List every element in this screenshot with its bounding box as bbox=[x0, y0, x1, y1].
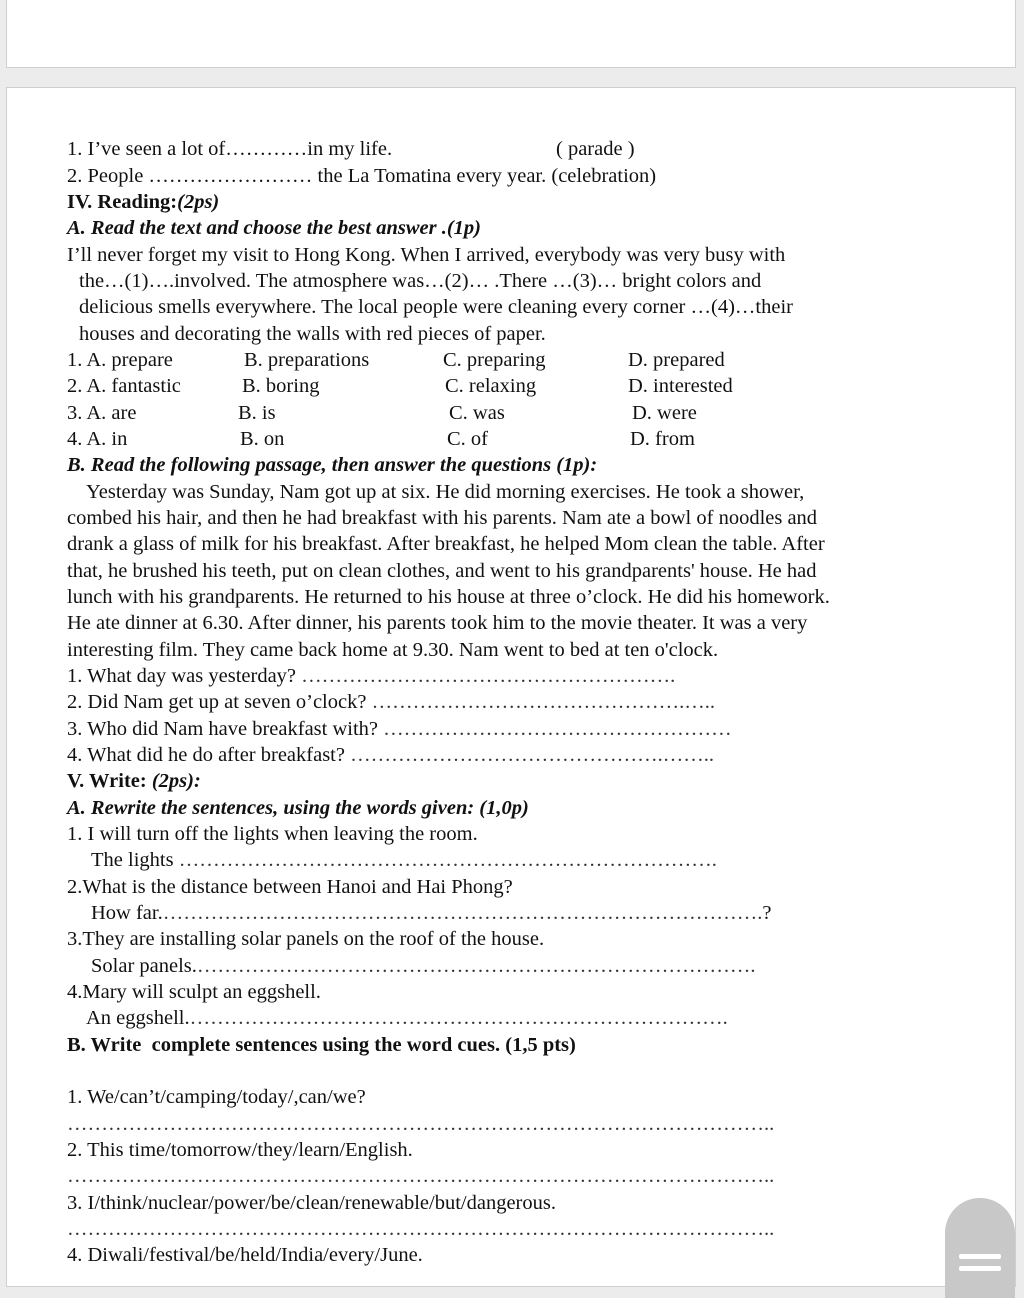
question-4: 4. What did he do after breakfast? ……………………………………….…….. bbox=[67, 744, 714, 766]
reading-part-a-title: A. Read the text and choose the best answer .(1p) bbox=[67, 217, 481, 239]
option-1a: 1. A. prepare bbox=[67, 349, 173, 371]
option-4d: D. from bbox=[630, 428, 695, 450]
fill-question-1: 1. I’ve seen a lot of…………in my life. bbox=[67, 138, 393, 160]
writing-part-b-title: B. Write complete sentences using the word cues. (1,5 pts) bbox=[67, 1034, 576, 1056]
option-3d: D. were bbox=[632, 402, 697, 424]
cue-1: 1. We/can’t/camping/today/,can/we? bbox=[67, 1086, 366, 1108]
question-3: 3. Who did Nam have breakfast with? …………………………………………… bbox=[67, 718, 732, 740]
reading-heading: IV. Reading:(2ps) bbox=[67, 191, 220, 213]
fill-question-2: 2. People …………………… the La Tomatina every year. (celebration) bbox=[67, 165, 657, 187]
passage-b-line: combed his hair, and then he had breakfast with his parents. Nam ate a bowl of noodles and bbox=[67, 507, 818, 529]
rewrite-prompt-4: 4.Mary will sculpt an eggshell. bbox=[67, 981, 321, 1003]
passage-b-line: drank a glass of milk for his breakfast. After breakfast, he helped Mom clean the table. After bbox=[67, 533, 825, 555]
option-2b: B. boring bbox=[242, 375, 320, 397]
cue-answer-line-3: ………………………………………………………………………………………….. bbox=[67, 1218, 775, 1240]
cue-3: 3. I/think/nuclear/power/be/clean/renewable/but/dangerous. bbox=[67, 1192, 556, 1214]
rewrite-prompt-3: 3.They are installing solar panels on the roof of the house. bbox=[67, 928, 545, 950]
option-3a: 3. A. are bbox=[67, 402, 137, 424]
cue-answer-line-1: ………………………………………………………………………………………….. bbox=[67, 1113, 775, 1135]
option-2c: C. relaxing bbox=[445, 375, 537, 397]
fill-hint-1: ( parade ) bbox=[556, 138, 635, 160]
menu-icon bbox=[959, 1254, 1001, 1259]
question-2: 2. Did Nam get up at seven o’clock? ……………………………………….….. bbox=[67, 691, 715, 713]
menu-icon-bar bbox=[959, 1266, 1001, 1271]
writing-part-a-title: A. Rewrite the sentences, using the words given: (1,0p) bbox=[67, 797, 529, 819]
option-1b: B. preparations bbox=[244, 349, 370, 371]
menu-button[interactable] bbox=[945, 1198, 1015, 1298]
option-2d: D. interested bbox=[628, 375, 733, 397]
cue-answer-line-2: ………………………………………………………………………………………….. bbox=[67, 1165, 775, 1187]
passage-b-line: He ate dinner at 6.30. After dinner, his parents took him to the movie theater. It was a very bbox=[67, 612, 808, 634]
writing-heading: V. Write: (2ps): bbox=[67, 770, 201, 792]
rewrite-answer-1: The lights ……………………………………………………………………. bbox=[91, 849, 717, 871]
question-1: 1. What day was yesterday? ………………………………………………. bbox=[67, 665, 676, 687]
rewrite-answer-3: Solar panels.………………………………………………………………………. bbox=[91, 955, 756, 977]
passage-line: the…(1)….involved. The atmosphere was…(2)… .There …(3)… bright colors and bbox=[79, 270, 762, 292]
passage-b-line: lunch with his grandparents. He returned to his house at three o’clock. He did his homework. bbox=[67, 586, 830, 608]
cue-2: 2. This time/tomorrow/they/learn/English. bbox=[67, 1139, 413, 1161]
passage-b-line: that, he brushed his teeth, put on clean clothes, and went to his grandparents' house. He had bbox=[67, 560, 817, 582]
passage-line: delicious smells everywhere. The local people were cleaning every corner …(4)…their bbox=[79, 296, 793, 318]
reading-part-b-title: B. Read the following passage, then answer the questions (1p): bbox=[67, 454, 598, 476]
passage-b-line: interesting film. They came back home at 9.30. Nam went to bed at ten o'clock. bbox=[67, 639, 719, 661]
option-4b: B. on bbox=[240, 428, 285, 450]
rewrite-answer-2: How far.…………………………………………………………………………….? bbox=[91, 902, 772, 924]
cue-4: 4. Diwali/festival/be/held/India/every/June. bbox=[67, 1244, 423, 1266]
previous-page bbox=[6, 0, 1016, 68]
option-3b: B. is bbox=[238, 402, 276, 424]
option-1d: D. prepared bbox=[628, 349, 725, 371]
rewrite-answer-4: An eggshell.……………………………………………………………………. bbox=[86, 1007, 728, 1029]
rewrite-prompt-1: 1. I will turn off the lights when leaving the room. bbox=[67, 823, 478, 845]
option-2a: 2. A. fantastic bbox=[67, 375, 181, 397]
passage-b-line: Yesterday was Sunday, Nam got up at six. He did morning exercises. He took a shower, bbox=[86, 481, 805, 503]
option-4a: 4. A. in bbox=[67, 428, 128, 450]
option-1c: C. preparing bbox=[443, 349, 546, 371]
rewrite-prompt-2: 2.What is the distance between Hanoi and Hai Phong? bbox=[67, 876, 513, 898]
passage-line: I’ll never forget my visit to Hong Kong. When I arrived, everybody was very busy with bbox=[67, 244, 786, 266]
passage-line: houses and decorating the walls with red pieces of paper. bbox=[79, 323, 546, 345]
option-4c: C. of bbox=[447, 428, 488, 450]
option-3c: C. was bbox=[449, 402, 505, 424]
